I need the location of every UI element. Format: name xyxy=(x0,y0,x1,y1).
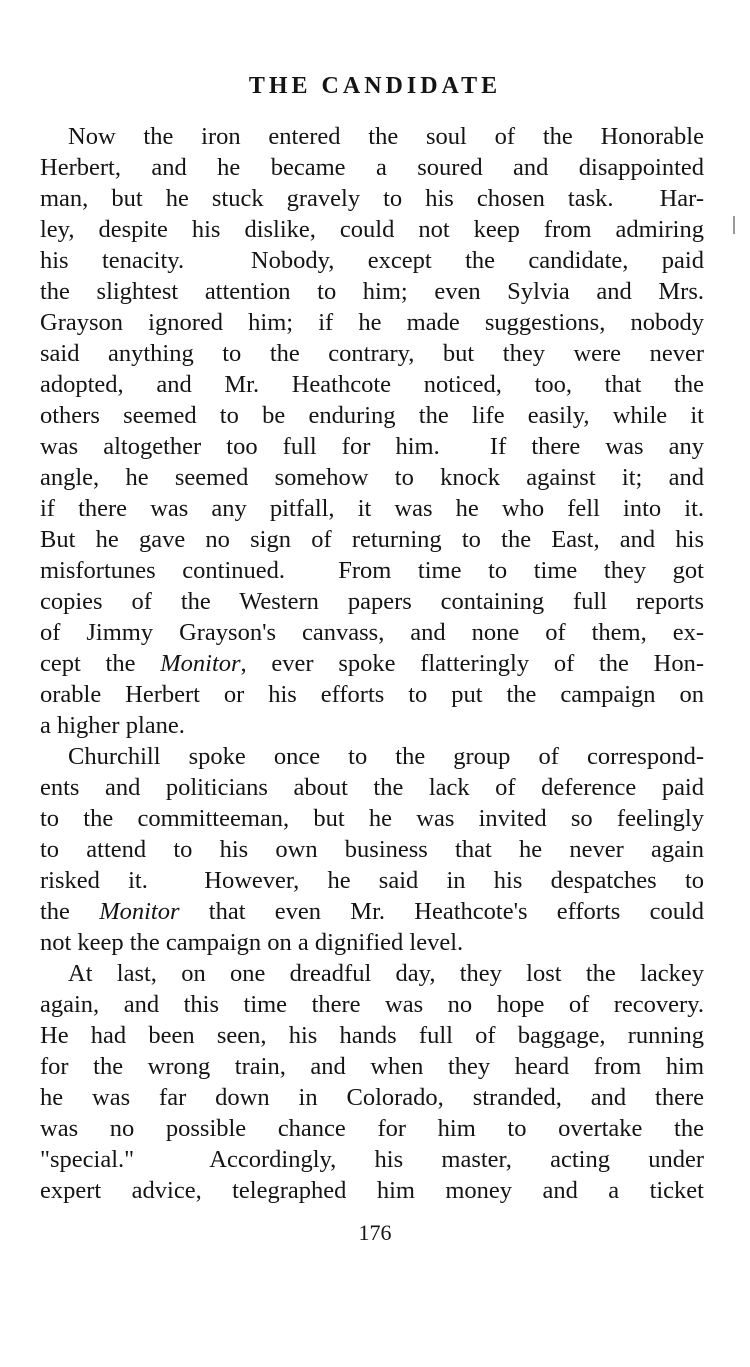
text-run: a higher plane. xyxy=(40,712,185,739)
text-run: But he gave no sign of returning to the East, and his xyxy=(40,526,704,553)
text-run: the slightest attention to him; even Sylvia and Mrs. xyxy=(40,278,704,305)
text-run: Herbert, and he became a soured and disappointed xyxy=(40,154,704,181)
text-run: misfortunes continued. From time to time they got xyxy=(40,557,704,584)
text-run: He had been seen, his hands full of baggage, running xyxy=(40,1022,704,1049)
text-run: risked it. However, he said in his despatches to xyxy=(40,867,704,894)
text-run: expert advice, telegraphed him money and a ticket xyxy=(40,1177,704,1204)
text-run: Now the iron entered the soul of the Honorable xyxy=(68,123,704,150)
italic-title: Monitor xyxy=(99,898,180,925)
running-head: THE CANDIDATE xyxy=(248,73,502,99)
text-run: angle, he seemed somehow to knock against it; and xyxy=(40,464,704,491)
text-line xyxy=(40,865,704,896)
text-line xyxy=(40,431,704,462)
text-run: again, and this time there was no hope of recovery. xyxy=(40,991,704,1018)
text-line xyxy=(40,989,704,1020)
text-line xyxy=(40,834,704,865)
text-run: for the wrong train, and when they heard from him xyxy=(40,1053,704,1080)
text-line xyxy=(40,648,704,679)
text-line xyxy=(40,524,704,555)
text-run: orable Herbert or his efforts to put the campaign on xyxy=(40,681,704,708)
text-run: to the committeeman, but he was invited so feelingly xyxy=(40,805,704,832)
text-line xyxy=(40,462,704,493)
text-line xyxy=(40,369,704,400)
italic-title: Monitor xyxy=(160,650,241,677)
paragraph xyxy=(40,741,704,958)
text-run: he was far down in Colorado, stranded, and there xyxy=(40,1084,704,1111)
page-number: 176 xyxy=(358,1220,392,1245)
text-run: was no possible chance for him to overtake the xyxy=(40,1115,704,1142)
text-line xyxy=(40,183,704,214)
text-line xyxy=(40,927,704,958)
text-run: cept the xyxy=(40,650,161,677)
text-run: that even Mr. Heathcote's efforts could xyxy=(179,898,704,925)
text-line xyxy=(40,1175,704,1206)
body-text xyxy=(40,121,704,1206)
text-line xyxy=(40,617,704,648)
text-line xyxy=(40,710,704,741)
text-run: copies of the Western papers containing full reports xyxy=(40,588,704,615)
text-run: the xyxy=(40,898,100,925)
text-line xyxy=(40,245,704,276)
text-run: man, but he stuck gravely to his chosen task. Har- xyxy=(40,185,704,212)
text-line xyxy=(40,152,704,183)
text-run: if there was any pitfall, it was he who fell into it. xyxy=(40,495,704,522)
text-line xyxy=(40,958,704,989)
paragraph xyxy=(40,958,704,1206)
text-line xyxy=(40,679,704,710)
text-run: ley, despite his dislike, could not keep from admiring xyxy=(40,216,704,243)
text-line xyxy=(40,214,704,245)
text-run: Churchill spoke once to the group of correspond- xyxy=(68,743,704,770)
text-run: Grayson ignored him; if he made suggestions, nobody xyxy=(40,309,704,336)
text-run: others seemed to be enduring the life easily, while it xyxy=(40,402,704,429)
margin-mark xyxy=(733,216,735,234)
text-line xyxy=(40,338,704,369)
text-line xyxy=(40,896,704,927)
text-run: not keep the campaign on a dignified level. xyxy=(40,929,464,956)
text-run: to attend to his own business that he never again xyxy=(40,836,704,863)
text-line xyxy=(40,1051,704,1082)
text-run: said anything to the contrary, but they were never xyxy=(40,340,704,367)
text-run: adopted, and Mr. Heathcote noticed, too, that the xyxy=(40,371,704,398)
text-line xyxy=(40,276,704,307)
text-run: , ever spoke flatteringly of the Hon- xyxy=(240,650,704,677)
text-line xyxy=(40,121,704,152)
text-line xyxy=(40,741,704,772)
text-line xyxy=(40,493,704,524)
text-line xyxy=(40,772,704,803)
text-run: his tenacity. Nobody, except the candidate, paid xyxy=(40,247,704,274)
text-line xyxy=(40,586,704,617)
text-line xyxy=(40,1082,704,1113)
text-run: ents and politicians about the lack of deference paid xyxy=(40,774,704,801)
text-run: was altogether too full for him. If there was any xyxy=(40,433,704,460)
paragraph xyxy=(40,121,704,741)
text-run: At last, on one dreadful day, they lost the lackey xyxy=(68,960,704,987)
text-line xyxy=(40,307,704,338)
text-line xyxy=(40,555,704,586)
text-run: of Jimmy Grayson's canvass, and none of them, ex- xyxy=(40,619,704,646)
text-line xyxy=(40,1144,704,1175)
text-run: "special." Accordingly, his master, acting under xyxy=(40,1146,704,1173)
text-line xyxy=(40,803,704,834)
text-line xyxy=(40,1113,704,1144)
text-line xyxy=(40,1020,704,1051)
text-line xyxy=(40,400,704,431)
